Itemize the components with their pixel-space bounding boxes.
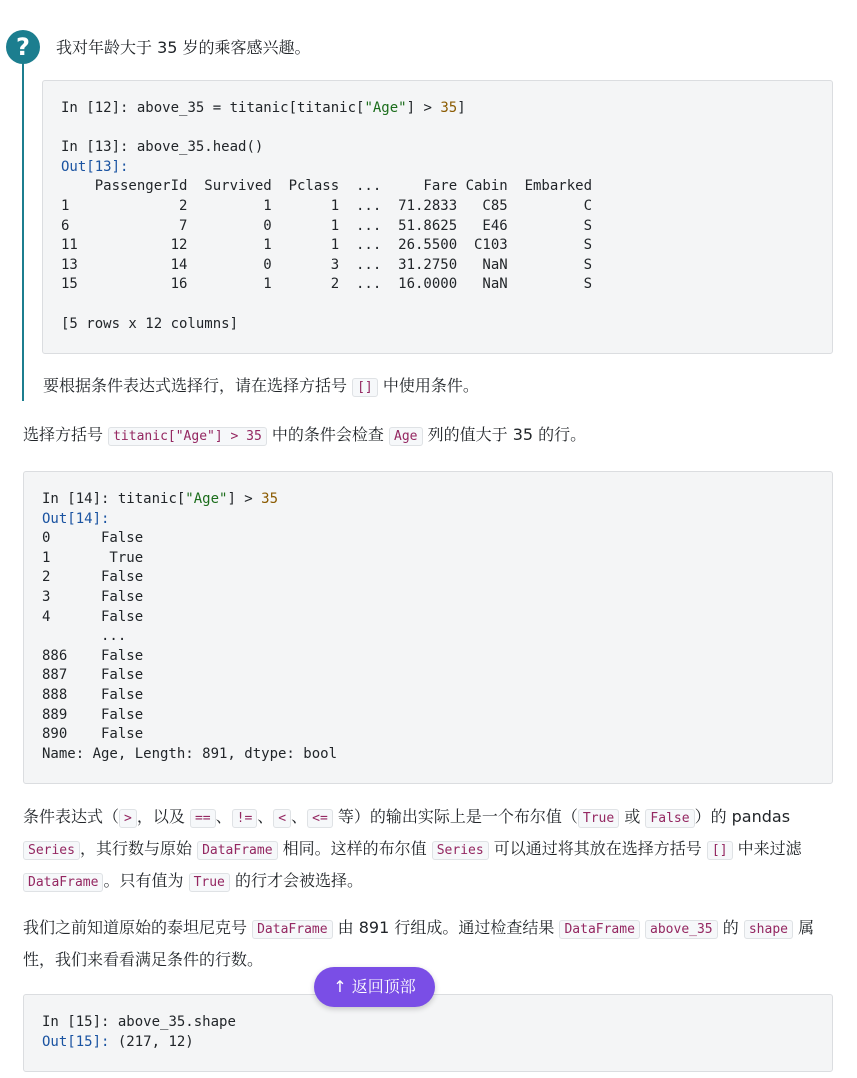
inline-code: == [190, 809, 216, 828]
inline-code: DataFrame [197, 841, 277, 860]
inline-code: DataFrame [559, 920, 639, 939]
series-row: 3 False [42, 588, 144, 605]
text: ，其行数与原始 [79, 839, 192, 858]
code-in12-number: 35 [440, 100, 458, 116]
inline-code: DataFrame [23, 873, 103, 892]
arrow-up-icon: ↑ [333, 977, 347, 996]
series-row: 888 False [42, 686, 144, 703]
code-in13: above_35.head() [128, 139, 264, 156]
code-block-in15 [23, 994, 833, 1072]
inline-code: < [273, 809, 291, 828]
text: 。只有值为 [103, 871, 184, 890]
text: 我们之前知道原始的泰坦尼克号 [23, 918, 248, 937]
prompt-in13: In [13]: [61, 139, 129, 156]
inline-code: > [119, 809, 137, 828]
inline-code: Series [432, 841, 489, 860]
series-footer: Name: Age, Length: 891, dtype: bool [42, 745, 338, 762]
series-row: 886 False [42, 647, 144, 664]
text: ，以及 [136, 807, 185, 826]
text: 、 [257, 807, 274, 826]
text: 中的条件会检查 [271, 425, 384, 444]
table-row: 1 2 1 1 ... 71.2833 C85 C [61, 197, 593, 214]
output-in15: (217, 12) [109, 1033, 194, 1050]
code-in12-c: ] [457, 100, 466, 116]
inline-code: != [232, 809, 258, 828]
text: 、 [215, 807, 232, 826]
table-row: 13 14 0 3 ... 31.2750 NaN S [61, 256, 593, 273]
code-in15: above_35.shape [109, 1014, 236, 1030]
series-row: 2 False [42, 569, 144, 586]
text: 选择方括号 [23, 425, 104, 444]
series-row: 889 False [42, 706, 144, 723]
code-in14-a: titanic[ [109, 491, 186, 507]
code-in12-string: "Age" [364, 100, 407, 116]
text: 等）的输出实际上是一个布尔值（ [337, 807, 578, 826]
inline-code: [] [707, 841, 733, 860]
note-text: 中使用条件。 [382, 376, 479, 395]
inline-code: [] [352, 378, 378, 397]
code-block-in12-13 [42, 80, 833, 354]
indent-note [43, 372, 479, 402]
text: 条件表达式（ [23, 807, 120, 826]
prompt-in15: In [15]: [42, 1014, 110, 1030]
prompt-in14: In [14]: [42, 491, 110, 507]
prompt-in12: In [12]: [61, 100, 129, 116]
paragraph-condition-check [23, 420, 833, 452]
inline-code: False [645, 809, 694, 828]
series-row: ... [42, 628, 127, 645]
paragraph-shape [23, 913, 833, 975]
text: ）的 pandas [694, 807, 791, 826]
table-row: 11 12 1 1 ... 26.5500 C103 S [61, 237, 593, 254]
text: 的 [722, 918, 739, 937]
table-summary: [5 rows x 12 columns] [61, 315, 239, 332]
text: 属性，我们来看看满足条件的行数。 [23, 918, 815, 969]
inline-code: above_35 [645, 920, 718, 939]
paragraph-boolean [23, 802, 833, 898]
table-header: PassengerId Survived Pclass ... Fare Cabin Embarked [61, 178, 593, 195]
series-row: 4 False [42, 608, 144, 625]
question-icon: ? [6, 30, 40, 64]
series-row: 0 False [42, 530, 144, 547]
note-text: 要根据条件表达式选择行，请在选择方括号 [43, 376, 348, 395]
back-to-top-label: 返回顶部 [351, 977, 416, 996]
inline-code: <= [307, 809, 333, 828]
inline-code: shape [744, 920, 793, 939]
table-row: 6 7 0 1 ... 51.8625 E46 S [61, 217, 593, 234]
inline-code: True [578, 809, 619, 828]
table-row: 15 16 1 2 ... 16.0000 NaN S [61, 276, 593, 293]
inline-code: True [189, 873, 230, 892]
text: 的行才会被选择。 [234, 871, 363, 890]
code-block-in14 [23, 471, 833, 784]
code-in14-b: ] > [227, 491, 262, 507]
series-row: 887 False [42, 667, 144, 684]
code-in12-b: ] > [406, 100, 441, 116]
question-text: 我对年龄大于 35 岁的乘客感兴趣。 [56, 38, 311, 57]
code-in14-number: 35 [261, 491, 279, 507]
text: 由 891 行组成。通过检查结果 [337, 918, 555, 937]
text: 相同。这样的布尔值 [282, 839, 427, 858]
text: 列的值大于 35 的行。 [427, 425, 587, 444]
prompt-out14: Out[14]: [42, 510, 110, 527]
inline-code: titanic["Age"] > 35 [108, 427, 267, 446]
inline-code: DataFrame [252, 920, 332, 939]
prompt-out15: Out[15]: [42, 1033, 110, 1050]
text: 或 [624, 807, 641, 826]
text: 中来过滤 [737, 839, 802, 858]
series-row: 1 True [42, 549, 144, 566]
code-in14-string: "Age" [185, 491, 228, 507]
text: 、 [291, 807, 308, 826]
prompt-out13: Out[13]: [61, 158, 129, 175]
code-in12-a: above_35 = titanic[titanic[ [128, 100, 365, 116]
text: 可以通过将其放在选择方括号 [493, 839, 702, 858]
inline-code: Age [389, 427, 422, 446]
inline-code: Series [23, 841, 80, 860]
series-row: 890 False [42, 726, 144, 743]
question-sidebar-line [22, 62, 24, 401]
back-to-top-button[interactable] [314, 967, 435, 1007]
